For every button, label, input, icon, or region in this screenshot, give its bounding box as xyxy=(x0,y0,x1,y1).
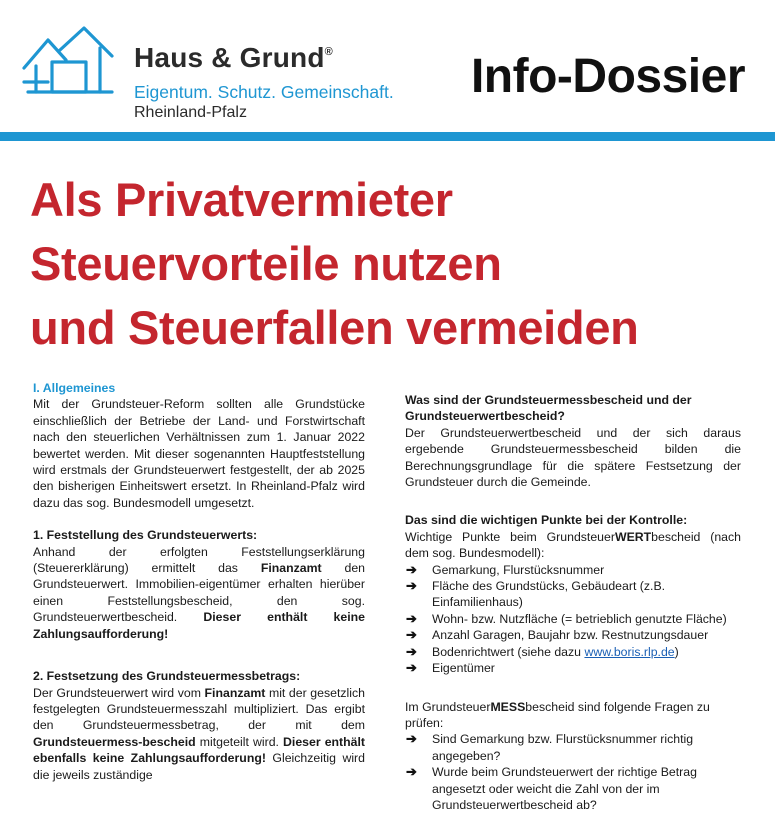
question-text: Der Grundsteuerwertbescheid und der sich daraus ergebende Grundsteuermessbescheid bilden die Berechnungsgrundlage für die spätere Festsetzung der Grundsteuer durch die Gemeinde. xyxy=(405,425,741,490)
section-text-festsetzung: Der Grundsteuerwert wird vom Finanzamt mit der gesetzlich festgelegten Grundsteuermesszahl multipliziert. Das ergibt den Grundsteuermessbetrag, der mit dem Grundsteuermess-bescheid mitgeteilt wird. Dieser enthält ebenfalls keine Zahlungsaufforderung! Gleichzeitig wird die jeweils zuständige xyxy=(33,685,366,782)
header-divider xyxy=(0,132,775,141)
arrow-icon: ➔ xyxy=(406,643,417,659)
arrow-icon: ➔ xyxy=(406,561,417,577)
section-heading-feststellung: 1. Feststellung des Grundsteuerwerts: xyxy=(33,528,258,543)
right-column xyxy=(405,392,741,813)
check-heading: Das sind die wichtigen Punkte bei der Kontrolle: xyxy=(405,513,688,528)
arrow-icon: ➔ xyxy=(406,578,417,594)
arrow-icon: ➔ xyxy=(406,660,417,676)
title-line-2: Steuervorteile nutzen xyxy=(30,237,502,290)
arrow-icon: ➔ xyxy=(406,731,417,747)
arrow-icon: ➔ xyxy=(406,764,417,780)
list-item: ➔ Bodenrichtwert (siehe dazu www.boris.rlp.de) xyxy=(406,643,679,659)
list-item: ➔ Wurde beim Grundsteuerwert der richtige Betrag angesetzt oder weicht die Zahl von der im Grundsteuerwertbescheid ab? xyxy=(406,764,697,812)
left-column xyxy=(33,380,365,783)
check-intro: Wichtige Punkte beim GrundsteuerWERTbescheid (nach dem sog. Bundesmodell): xyxy=(405,529,741,561)
arrow-icon: ➔ xyxy=(406,627,417,643)
brand-region: Rheinland-Pfalz xyxy=(134,104,247,121)
section-heading-allgemeines: I. Allgemeines xyxy=(33,381,116,395)
section-text-allgemeines: Mit der Grundsteuer-Reform sollten alle Grundstücke einschließlich der Betriebe der Land- und Forstwirtschaft nach den steuerlichen Verhältnissen zum 1. Januar 2022 bewertet werden. Mit dieser sogenannten Hauptfeststellung wird erstmals der Grundsteuerwert festgestellt, der ab 2025 den bisherigen Einheitswert ersetzt. In Rheinland-Pfalz wird dazu das sog. Bundesmodell umgesetzt. xyxy=(33,397,365,510)
mess-checklist xyxy=(405,731,741,813)
list-item: ➔ Fläche des Grundstücks, Gebäudeart (z.B. Einfamilienhaus) xyxy=(406,578,666,610)
house-logo-icon xyxy=(22,26,114,98)
wert-checklist xyxy=(405,562,741,677)
page-title xyxy=(30,168,770,360)
question-heading: Was sind der Grundsteuermessbescheid und der Grundsteuerwertbescheid? xyxy=(405,393,692,424)
arrow-icon: ➔ xyxy=(406,610,417,626)
document-type-label: Info-Dossier xyxy=(470,50,745,103)
header xyxy=(0,0,775,132)
section-text-feststellung: Anhand der erfolgten Feststellungserklärung (Steuererklärung) ermittelt das Finanzamt den Grundsteuerwert. Immobilien-eigentümer erhalten hierüber einen Feststellungsbescheid, den sog. Grundsteuerwertbescheid. Dieser enthält keine Zahlungsaufforderung! xyxy=(33,544,365,641)
list-item: ➔ Sind Gemarkung bzw. Flurstücksnummer richtig angegeben? xyxy=(406,731,694,763)
title-line-1: Als Privatvermieter xyxy=(30,173,453,226)
list-item: ➔ Wohn- bzw. Nutzfläche (= betrieblich genutzte Fläche) xyxy=(406,610,727,626)
brand-name: Haus & Grund® xyxy=(134,42,333,73)
mess-intro: Im GrundsteuerMESSbescheid sind folgende Fragen zu prüfen: xyxy=(405,699,710,730)
list-item: ➔ Anzahl Garagen, Baujahr bzw. Restnutzungsdauer xyxy=(406,627,709,643)
list-item: ➔ Gemarkung, Flurstücksnummer xyxy=(406,561,605,577)
section-heading-festsetzung: 2. Festsetzung des Grundsteuermessbetrags: xyxy=(33,669,301,684)
title-line-3: und Steuerfallen vermeiden xyxy=(30,301,639,354)
list-item: ➔ Eigentümer xyxy=(406,660,495,676)
brand-tagline: Eigentum. Schutz. Gemeinschaft. xyxy=(134,82,394,102)
boris-link[interactable]: www.boris.rlp.de xyxy=(584,644,675,659)
